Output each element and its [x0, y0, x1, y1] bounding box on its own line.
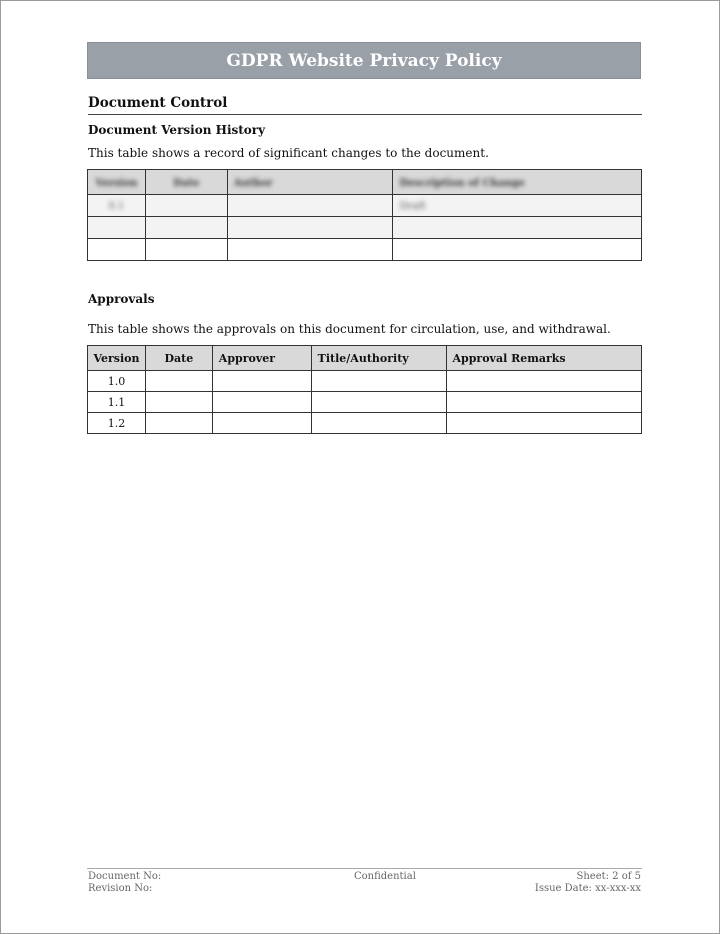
column-header-title-authority: Title/Authority [311, 346, 446, 371]
version-history-description: This table shows a record of significant changes to the document. [88, 146, 489, 160]
footer-divider [87, 868, 642, 869]
table-row [88, 195, 642, 217]
table-row [88, 217, 642, 239]
table-cell [446, 392, 642, 413]
footer-document-no: Document No: [88, 871, 162, 882]
table-cell [227, 195, 393, 217]
table-cell: 0.1 [88, 195, 146, 217]
column-header: Version [88, 170, 146, 195]
column-header-approval-remarks: Approval Remarks [446, 346, 642, 371]
column-header: Date [145, 170, 227, 195]
table-cell [446, 413, 642, 434]
table-cell [212, 392, 311, 413]
version-history-table [87, 169, 642, 261]
table-cell [311, 413, 446, 434]
table-row [88, 392, 642, 413]
table-cell [212, 371, 311, 392]
document-title: GDPR Website Privacy Policy [87, 42, 641, 79]
table-cell [145, 371, 212, 392]
table-cell [393, 217, 642, 239]
table-cell [145, 195, 227, 217]
section-heading-document-control: Document Control [88, 95, 642, 115]
table-cell [88, 217, 146, 239]
column-header: Author [227, 170, 393, 195]
version-cell: 1.2 [88, 413, 146, 434]
table-row [88, 371, 642, 392]
approvals-table [87, 345, 642, 434]
table-cell: Draft [393, 195, 642, 217]
column-header-date: Date [145, 346, 212, 371]
version-cell: 1.1 [88, 392, 146, 413]
table-header-row [88, 170, 642, 195]
column-header-version: Version [88, 346, 146, 371]
table-header-row [88, 346, 642, 371]
table-cell [393, 239, 642, 261]
table-cell [145, 217, 227, 239]
version-history-heading: Document Version History [88, 123, 266, 137]
footer-revision-no: Revision No: [88, 883, 153, 894]
column-header-approver: Approver [212, 346, 311, 371]
table-cell [145, 392, 212, 413]
approvals-description: This table shows the approvals on this document for circulation, use, and withdrawal. [88, 322, 611, 336]
table-cell [88, 239, 146, 261]
table-cell [212, 413, 311, 434]
approvals-heading: Approvals [88, 292, 155, 306]
table-cell [145, 413, 212, 434]
footer-sheet: Sheet: 2 of 5 [576, 871, 641, 882]
table-cell [227, 239, 393, 261]
table-cell [145, 239, 227, 261]
version-cell: 1.0 [88, 371, 146, 392]
table-cell [311, 392, 446, 413]
table-cell [446, 371, 642, 392]
table-cell [227, 217, 393, 239]
footer-issue-date: Issue Date: xx-xxx-xx [534, 883, 641, 894]
table-row [88, 413, 642, 434]
table-cell [311, 371, 446, 392]
table-row [88, 239, 642, 261]
footer-classification: Confidential [354, 871, 416, 882]
column-header: Description of Change [393, 170, 642, 195]
